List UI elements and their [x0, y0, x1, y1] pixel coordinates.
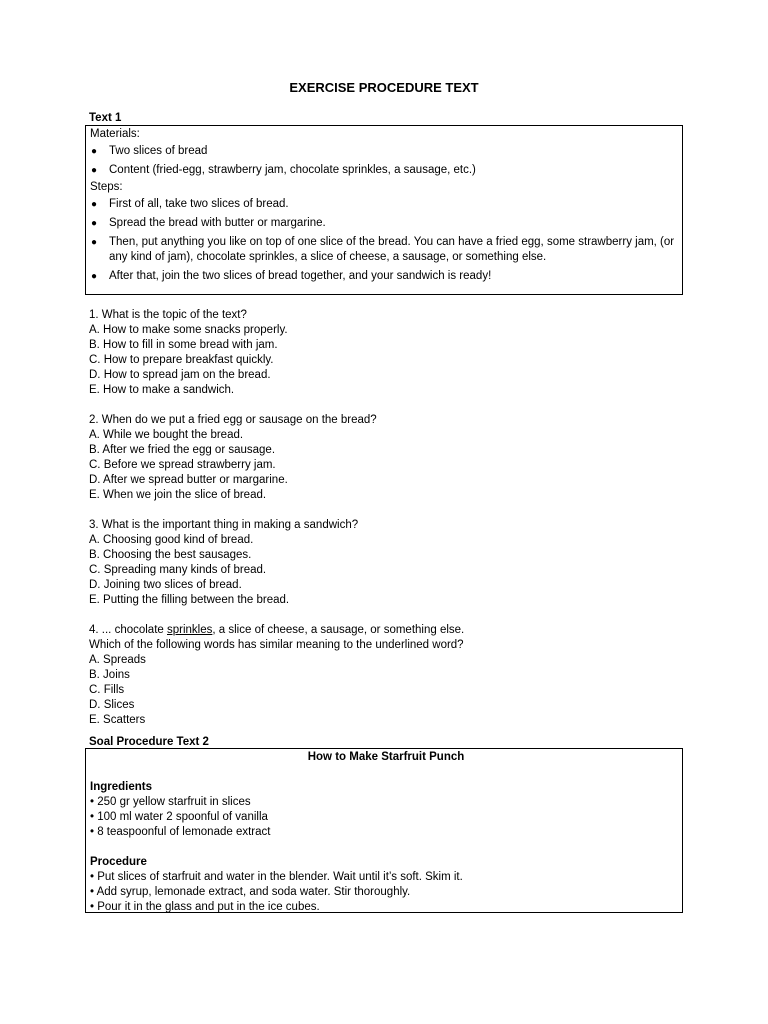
question-prompt: 2. When do we put a fried egg or sausage on the bread?	[89, 414, 377, 426]
bullet-icon: ●	[91, 165, 98, 176]
page-title: EXERCISE PROCEDURE TEXT	[289, 80, 479, 95]
text2-label: Soal Procedure Text 2	[89, 736, 209, 748]
option: E. Scatters	[89, 714, 146, 726]
question-1	[89, 308, 689, 398]
option: C. Fills	[89, 684, 125, 696]
option: A. While we bought the bread.	[89, 429, 244, 441]
question-3	[89, 518, 689, 608]
option: E. Putting the filling between the bread.	[89, 594, 290, 606]
list-item: ● Two slices of bread	[91, 145, 208, 157]
option: E. When we join the slice of bread.	[89, 489, 267, 501]
question-4	[89, 623, 689, 728]
materials-heading: Materials:	[90, 128, 140, 140]
list-item: • 8 teaspoonful of lemonade extract	[90, 826, 271, 838]
question-prompt: 3. What is the important thing in making a sandwich?	[89, 519, 359, 531]
bullet-icon: ●	[91, 146, 98, 157]
steps-heading: Steps:	[90, 181, 123, 193]
question-prompt: 1. What is the topic of the text?	[89, 309, 247, 321]
list-item: ● Spread the bread with butter or margarine.	[91, 217, 326, 229]
bullet-icon: ●	[91, 199, 98, 210]
option: A. Choosing good kind of bread.	[89, 534, 254, 546]
option: A. How to make some snacks properly.	[89, 324, 288, 336]
question-2	[89, 413, 689, 503]
option: E. How to make a sandwich.	[89, 384, 235, 396]
option: A. Spreads	[89, 654, 146, 666]
option: B. How to fill in some bread with jam.	[89, 339, 278, 351]
option: C. Spreading many kinds of bread.	[89, 564, 267, 576]
list-item: ● After that, join the two slices of bread together, and your sandwich is ready!	[91, 270, 492, 282]
questions	[89, 308, 689, 743]
text2-box	[85, 748, 683, 913]
list-item: ● Then, put anything you like on top of one slice of the bread. You can have a fried egg, some strawberry jam, (or any kind of jam), chocolate sprinkles, a slice of cheese, a sausage, or something else.	[91, 236, 675, 263]
bullet-icon: ●	[91, 271, 98, 282]
bullet-icon: ●	[91, 237, 98, 248]
list-item: • Pour it in the glass and put in the ice cubes.	[90, 901, 320, 913]
option: D. How to spread jam on the bread.	[89, 369, 271, 381]
text1-box	[85, 125, 683, 295]
option: B. Joins	[89, 669, 130, 681]
list-item: ● Content (fried-egg, strawberry jam, chocolate sprinkles, a sausage, etc.)	[91, 164, 476, 176]
list-item: • Put slices of starfruit and water in the blender. Wait until it’s soft. Skim it.	[90, 871, 463, 883]
option: D. After we spread butter or margarine.	[89, 474, 288, 486]
text1-label: Text 1	[89, 112, 122, 124]
underlined-word: sprinkles	[167, 624, 213, 636]
question-prompt-line2: Which of the following words has similar meaning to the underlined word?	[89, 639, 464, 651]
list-item: • Add syrup, lemonade extract, and soda water. Stir thoroughly.	[90, 886, 411, 898]
list-item: • 250 gr yellow starfruit in slices	[90, 796, 251, 808]
ingredients-heading: Ingredients	[90, 781, 152, 793]
question-prompt: 4. ... chocolate sprinkles, a slice of cheese, a sausage, or something else.	[89, 624, 465, 636]
option: B. After we fried the egg or sausage.	[89, 444, 276, 456]
procedure-heading: Procedure	[90, 856, 147, 868]
option: D. Slices	[89, 699, 135, 711]
option: C. Before we spread strawberry jam.	[89, 459, 276, 471]
bullet-icon: ●	[91, 218, 98, 229]
option: B. Choosing the best sausages.	[89, 549, 252, 561]
list-item: ● First of all, take two slices of bread.	[91, 198, 289, 210]
option: C. How to prepare breakfast quickly.	[89, 354, 274, 366]
option: D. Joining two slices of bread.	[89, 579, 242, 591]
list-item: • 100 ml water 2 spoonful of vanilla	[90, 811, 268, 823]
text2-heading: How to Make Starfruit Punch	[307, 751, 465, 763]
